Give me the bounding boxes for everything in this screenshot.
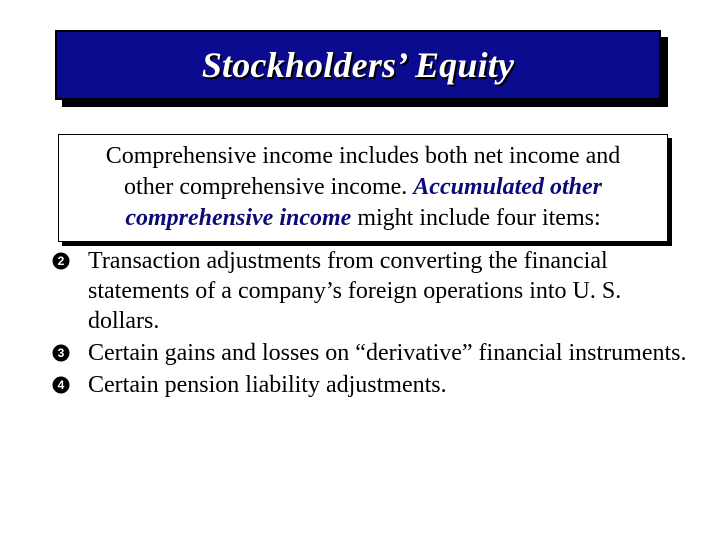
list-item <box>52 338 692 368</box>
intro-line-1 <box>59 141 667 172</box>
intro-emphasis: comprehensive income <box>125 205 352 231</box>
intro-line-3 <box>59 203 667 234</box>
title-banner <box>55 30 661 100</box>
intro-callout <box>58 134 668 242</box>
circled-number-4-icon <box>52 376 70 394</box>
circled-number-2-icon <box>52 252 70 270</box>
item-list <box>52 246 692 402</box>
intro-text: might include four items: <box>351 205 601 231</box>
intro-emphasis: Accumulated other <box>413 174 602 200</box>
list-item <box>52 246 692 336</box>
list-item-text: Transaction adjustments from converting the financial statements of a company’s foreign operations into U. S. dollars. <box>88 248 622 334</box>
svg-text:2: 2 <box>57 254 65 269</box>
intro-text: other comprehensive income. <box>124 174 414 200</box>
svg-text:4: 4 <box>57 378 65 393</box>
list-item <box>52 370 692 400</box>
intro-line-2 <box>59 172 667 203</box>
svg-text:3: 3 <box>57 346 65 361</box>
intro-text: Comprehensive income includes both net income and <box>105 143 621 169</box>
list-item-text: Certain pension liability adjustments. <box>88 372 447 398</box>
slide-title: Stockholders’ Equity <box>201 45 515 85</box>
list-item-text: Certain gains and losses on “derivative” financial instruments. <box>88 340 687 366</box>
circled-number-3-icon <box>52 344 70 362</box>
